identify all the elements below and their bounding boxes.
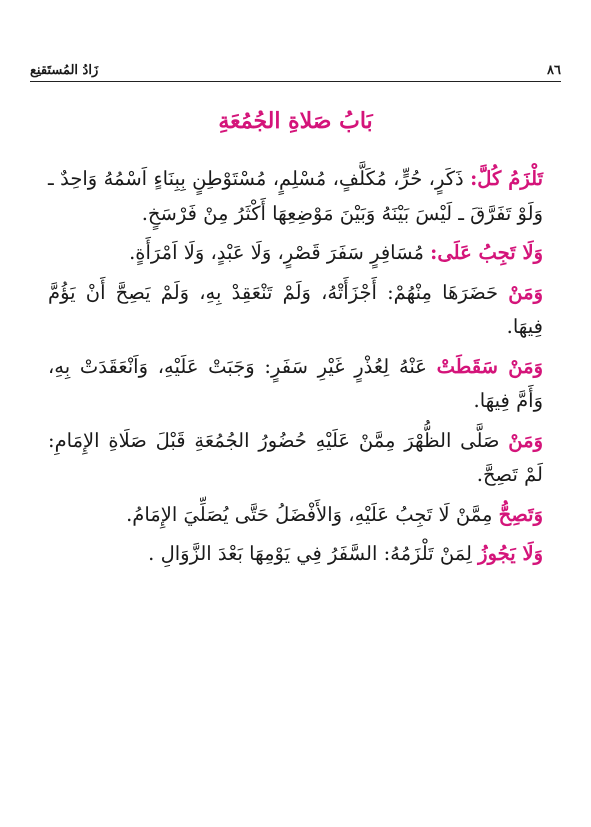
paragraph-keyword: تَلْزَمُ كُلَّ: bbox=[470, 167, 543, 190]
paragraph-keyword: وَمَنْ سَقَطَتْ bbox=[436, 354, 544, 378]
paragraph-3 bbox=[48, 276, 543, 345]
header-divider bbox=[30, 81, 561, 82]
paragraph-keyword: وَلَا يَجُوزُ bbox=[478, 542, 543, 565]
paragraph-text: لِمَنْ تَلْزَمُهُ: السَّفَرُ فِي يَوْمِهَا بَعْدَ الزَّوَالِ . bbox=[148, 542, 479, 565]
paragraph-text: ذَكَرٍ، حُرٍّ، مُكَلَّفٍ، مُسْلِمٍ، مُسْتَوْطِنٍ بِبِنَاءٍ اَسْمُهُ وَاحِدٌ ـ وَلَوْ تَفَرَّقَ ـ لَيْسَ بَيْنَهُ وَبَيْنَ مَوْضِعِهَا أَكْثَرُ مِنْ فَرْسَخٍ. bbox=[48, 167, 543, 225]
paragraph-text: مِمَّنْ لَا تَجِبُ عَلَيْهِ، وَالأَفْضَلُ حَتَّى يُصَلِّيَ الإِمَامُ. bbox=[126, 502, 499, 526]
book-title: زَادُ المُستَقنِع bbox=[30, 63, 99, 78]
paragraph-keyword: وَتَصِحُّ bbox=[498, 502, 543, 526]
paragraph-1 bbox=[48, 162, 543, 231]
paragraph-7 bbox=[48, 537, 543, 572]
paragraph-text: مُسَافِرٍ سَفَرَ قَصْرٍ، وَلَا عَبْدٍ، وَلَا اَمْرَأَةٍ. bbox=[129, 241, 431, 264]
paragraph-keyword: وَمَنْ bbox=[508, 280, 543, 304]
running-header bbox=[30, 56, 561, 78]
paragraph-text: عَنْهُ لِعُذْرٍ غَيْرِ سَفَرٍ: وَجَبَتْ عَلَيْهِ، وَاَنْعَقَدَتْ بِهِ، وَأَمَّ فِيهَا. bbox=[48, 354, 543, 412]
paragraph-5 bbox=[48, 424, 543, 493]
paragraph-2 bbox=[48, 236, 543, 271]
page-number: ٨٦ bbox=[547, 63, 561, 78]
paragraph-text: صَلَّى الظُّهْرَ مِمَّنْ عَلَيْهِ حُضُورُ الجُمُعَةِ قَبْلَ صَلَاةِ الإِمَامِ: لَمْ تَصِحَّ. bbox=[48, 428, 543, 486]
paragraph-keyword: وَمَنْ bbox=[508, 428, 543, 452]
paragraph-keyword: وَلَا تَجِبُ عَلَى: bbox=[430, 241, 543, 264]
paragraph-4 bbox=[48, 350, 543, 419]
paragraph-text: حَضَرَهَا مِنْهُمْ: أَجْزَأَتْهُ، وَلَمْ تَنْعَقِدْ بِهِ، وَلَمْ يَصِحَّ أَنْ يَؤُمَّ فِيهَا. bbox=[48, 280, 543, 338]
chapter-body bbox=[48, 162, 543, 577]
paragraph-6 bbox=[48, 498, 543, 533]
chapter-title: بَابُ صَلاةِ الجُمُعَةِ bbox=[218, 108, 373, 134]
